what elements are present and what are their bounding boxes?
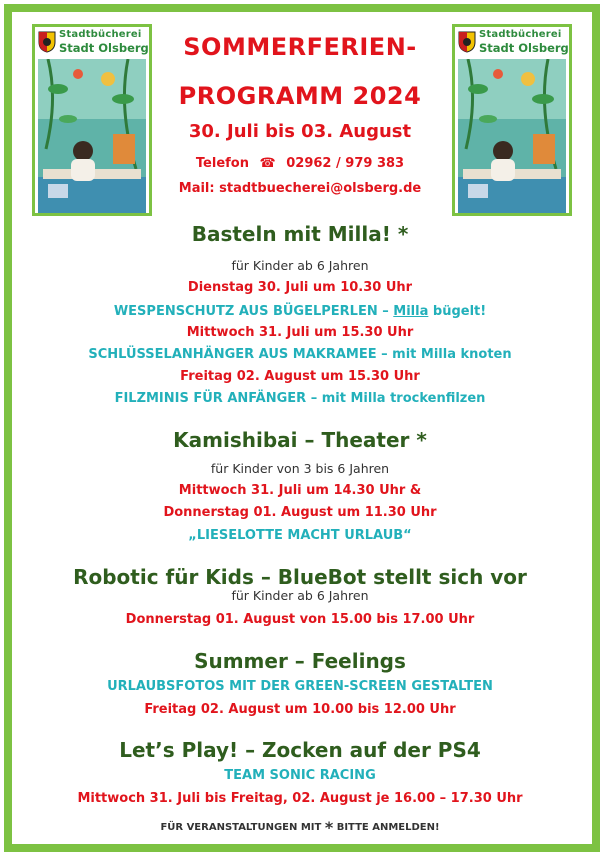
event-topic: FILZMINIS FÜR ANFÄNGER – mit Milla trockenfilzen [114,391,486,406]
milla-link[interactable]: Milla [393,304,429,319]
phone-number: 02962 / 979 383 [286,156,405,171]
event-topic: „LIESELOTTE MACHT URLAUB“ [188,528,412,543]
event-topic [0,304,600,319]
event-date: Freitag 02. August um 15.30 Uhr [180,369,420,384]
event-audience: für Kinder ab 6 Jahren [231,258,369,273]
logo-line1: Stadtbücherei [59,29,142,40]
mail-line [0,181,600,196]
program-title-line2: PROGRAMM 2024 [178,82,422,110]
event-topic: TEAM SONIC RACING [224,768,376,783]
event-title-basteln: Basteln mit Milla! * [191,222,409,246]
event-date: Donnerstag 01. August von 15.00 bis 17.00 Uhr [125,612,475,627]
event-title-kamishibai: Kamishibai – Theater * [173,428,427,452]
event-topic: URLAUBSFOTOS MIT DER GREEN-SCREEN GESTALTEN [107,679,493,694]
event-title-play: Let’s Play! – Zocken auf der PS4 [119,738,481,762]
topic-text: WESPENSCHUTZ AUS BÜGELPERLEN – [113,304,394,319]
crest-icon [38,31,56,53]
event-title-summer: Summer – Feelings [194,649,406,673]
program-dates [0,121,600,142]
phone-line [0,156,600,171]
note-text: FÜR VERANSTALTUNGEN MIT [160,822,322,833]
logo-header [455,27,569,59]
logo-header [35,27,149,59]
event-title-robotic: Robotic für Kids – BlueBot stellt sich vor [73,565,527,589]
phone-label: Telefon [195,156,249,171]
phone-icon: ☎ [259,156,276,171]
mail-label: Mail: [178,181,215,196]
registration-note [0,818,600,837]
event-date: Mittwoch 31. Juli um 15.30 Uhr [186,325,414,340]
event-date: Freitag 02. August um 10.00 bis 12.00 Uhr [144,702,456,717]
event-date: Dienstag 30. Juli um 10.30 Uhr [187,280,413,295]
event-audience: für Kinder ab 6 Jahren [231,588,369,603]
event-topic: SCHLÜSSELANHÄNGER AUS MAKRAMEE – mit Milla knoten [88,347,512,362]
mail-address[interactable]: stadtbuecherei@olsberg.de [219,181,422,196]
event-date: Donnerstag 01. August um 11.30 Uhr [163,505,437,520]
event-audience: für Kinder von 3 bis 6 Jahren [210,461,390,476]
logo-line2: Stadt Olsberg [59,41,149,55]
program-title-line1: SOMMERFERIEN- [183,33,417,61]
logo-line1: Stadtbücherei [479,29,562,40]
topic-text: bügelt! [428,304,487,319]
crest-icon [458,31,476,53]
asterisk-icon: * [324,818,334,837]
event-date: Mittwoch 31. Juli um 14.30 Uhr & [178,483,422,498]
program-dates-text: 30. Juli bis 03. August [188,121,412,142]
note-text: BITTE ANMELDEN! [336,822,440,833]
event-date: Mittwoch 31. Juli bis Freitag, 02. August je 16.00 – 17.30 Uhr [77,791,523,806]
logo-line2: Stadt Olsberg [479,41,569,55]
